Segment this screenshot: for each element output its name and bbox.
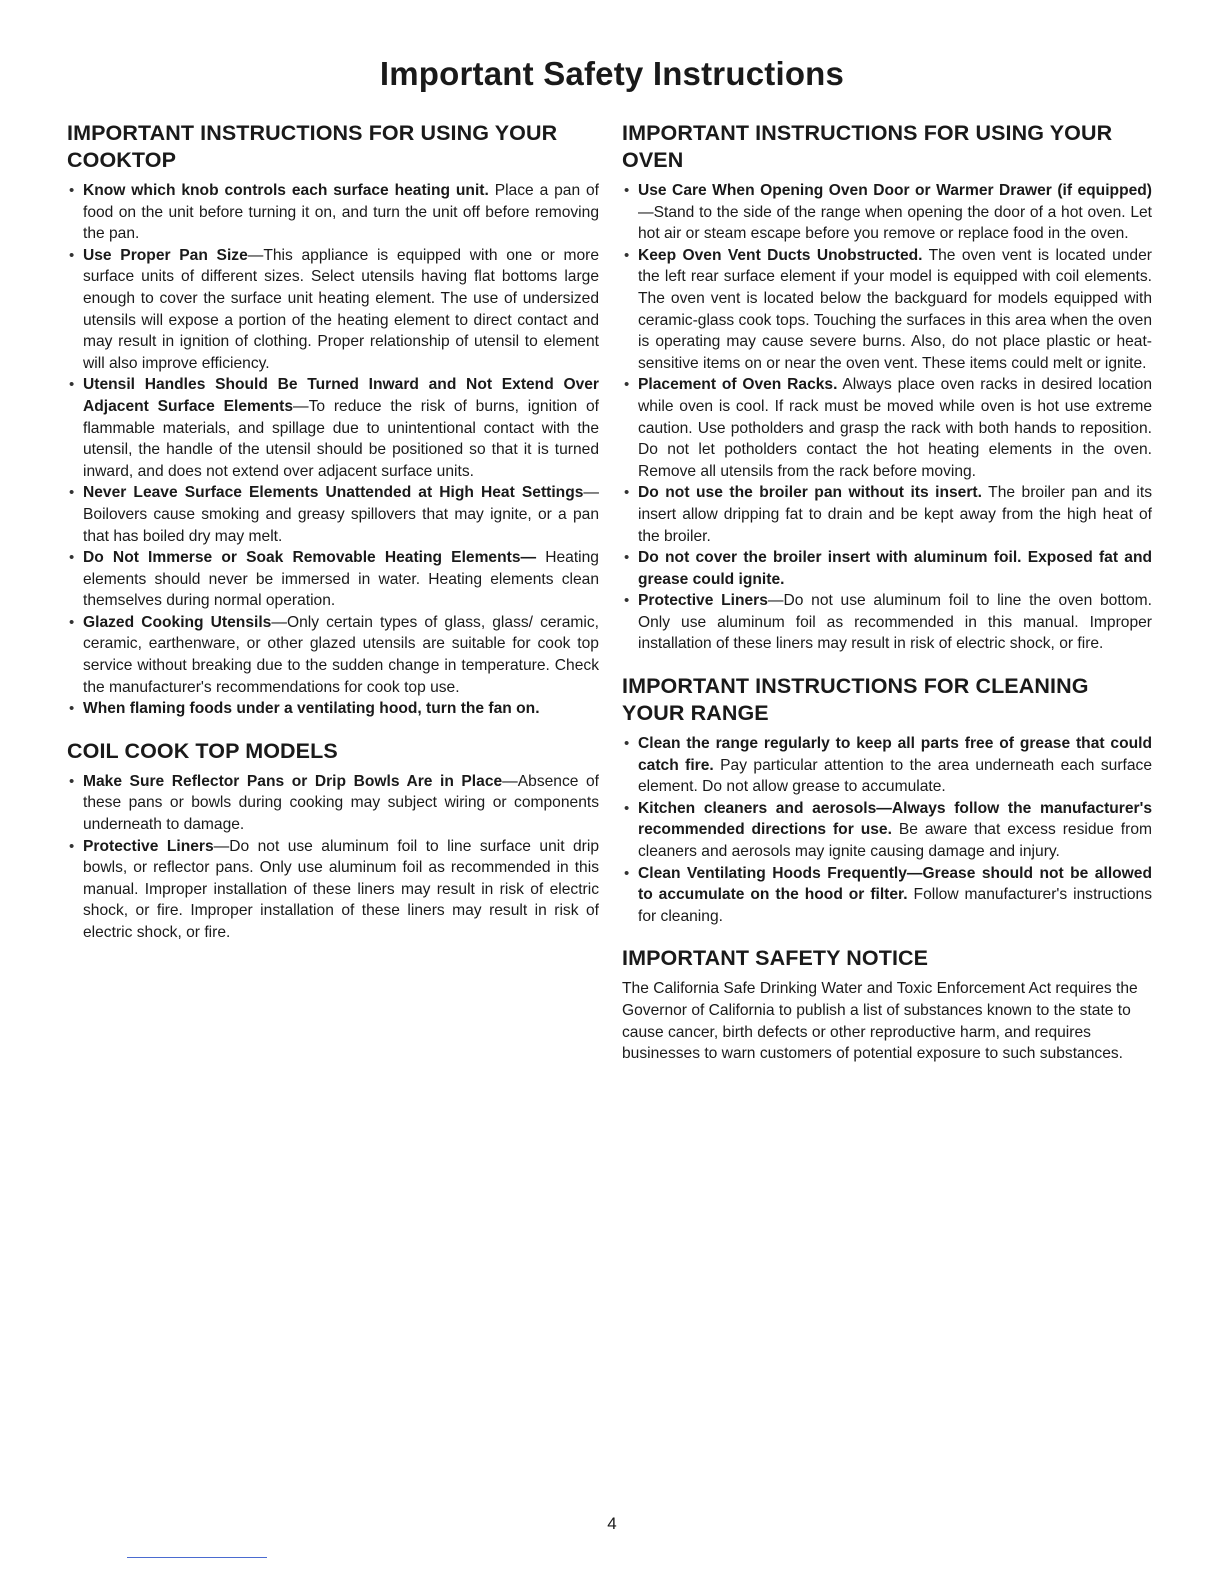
list-item: • Make Sure Reflector Pans or Drip Bowls Are in Place—Absence of these pans or bowls during cooking may subject wiring or components underneath to damage. — [67, 771, 599, 836]
list-item: • Protective Liners—Do not use aluminum foil to line surface unit drip bowls, or reflector pans. Only use aluminum foil as recommended in this manual. Improper installation of these liners may result in risk of electric shock, or fire. Improper installation of these liners may result in risk of electric shock, or fire. — [67, 836, 599, 944]
left-column — [67, 120, 599, 944]
list-item: • Clean the range regularly to keep all parts free of grease that could catch fire. Pay particular attention to the area underneath each surface element. Do not allow grease to accumulate. — [622, 733, 1152, 798]
list-item: • Use Proper Pan Size—This appliance is equipped with one or more surface units of different sizes. Select utensils having flat bottoms large enough to cover the surface unit heating element. The use of undersized utensils will expose a portion of the heating element to direct contact and may result in ignition of clothing. Proper relationship of utensil to element will also improve efficiency. — [67, 245, 599, 375]
list-item: • Glazed Cooking Utensils—Only certain types of glass, glass/ ceramic, ceramic, earthenware, or other glazed utensils are suitable for cook top service without breaking due to the sudden change in temperature. Check the manufacturer's recommendations for cook top use. — [67, 612, 599, 698]
notice-heading: IMPORTANT SAFETY NOTICE — [622, 946, 929, 971]
list-item: • Never Leave Surface Elements Unattended at High Heat Settings—Boilovers cause smoking and greasy spillovers that may ignite, or a pan that has boiled dry may melt. — [67, 482, 599, 547]
list-item: • Kitchen cleaners and aerosols—Always follow the manufacturer's recommended directions for use. Be aware that excess residue from cleaners and aerosols may ignite causing damage and injury. — [622, 798, 1152, 863]
right-column — [622, 120, 1152, 1065]
list-item: • Utensil Handles Should Be Turned Inward and Not Extend Over Adjacent Surface Elements—To reduce the risk of burns, ignition of flammable materials, and spillage due to unintentional contact with the utensil, the handle of the utensil should be positioned so that it is turned inward, and does not extend over adjacent surface units. — [67, 374, 599, 482]
coil-heading: COIL COOK TOP MODELS — [67, 738, 338, 763]
footer-divider — [127, 1557, 267, 1558]
list-item: • Do Not Immerse or Soak Removable Heating Elements— Heating elements should never be immersed in water. Heating elements clean themselves during normal operation. — [67, 547, 599, 612]
list-item: • Clean Ventilating Hoods Frequently—Grease should not be allowed to accumulate on the hood or filter. Follow manufacturer's instructions for cleaning. — [622, 863, 1152, 928]
list-item: • Protective Liners—Do not use aluminum foil to line the oven bottom. Only use aluminum foil as recommended in this manual. Improper installation of these liners may result in risk of electric shock, or fire. — [622, 590, 1152, 655]
notice-text: The California Safe Drinking Water and Toxic Enforcement Act requires the Governor of California to publish a list of substances known to the state to cause cancer, birth defects or other reproductive harm, and requires businesses to warn customers of potential exposure to such substances. — [622, 980, 1138, 1063]
oven-list — [622, 180, 1152, 655]
list-item: • Know which knob controls each surface heating unit. Place a pan of food on the unit before turning it on, and turn the unit off before removing the pan. — [67, 180, 599, 245]
list-item: • Do not cover the broiler insert with aluminum foil. Exposed fat and grease could ignite. — [622, 547, 1152, 590]
coil-list — [67, 771, 599, 944]
list-item: • Do not use the broiler pan without its insert. The broiler pan and its insert allow dripping fat to drain and be kept away from the high heat of the broiler. — [622, 482, 1152, 547]
list-item: • Keep Oven Vent Ducts Unobstructed. The oven vent is located under the left rear surface element if your model is equipped with coil elements. The oven vent is located below the backguard for models equipped with ceramic-glass cook tops. Touching the surfaces in this area when the oven is operating may cause severe burns. Also, do not place plastic or heat-sensitive items on or near the oven vent. These items could melt or ignite. — [622, 245, 1152, 375]
cooktop-heading: IMPORTANT INSTRUCTIONS FOR USING YOUR COOKTOP — [67, 121, 558, 172]
page-number: 4 — [607, 1514, 617, 1533]
page-title: Important Safety Instructions — [379, 55, 845, 92]
cooktop-list — [67, 180, 599, 720]
list-item: • Placement of Oven Racks. Always place oven racks in desired location while oven is cool. If rack must be moved while oven is hot use extreme caution. Use potholders and grasp the rack with both hands to reposition. Do not let potholders contact the hot heating elements in the oven. Remove all utensils from the rack before moving. — [622, 374, 1152, 482]
oven-heading: IMPORTANT INSTRUCTIONS FOR USING YOUR OVEN — [622, 121, 1113, 172]
list-item: • When flaming foods under a ventilating hood, turn the fan on. — [67, 698, 599, 720]
list-item: • Use Care When Opening Oven Door or Warmer Drawer (if equipped)—Stand to the side of the range when opening the door of a hot oven. Let hot air or steam escape before you remove or replace food in the oven. — [622, 180, 1152, 245]
cleaning-list — [622, 733, 1152, 927]
cleaning-heading: IMPORTANT INSTRUCTIONS FOR CLEANING YOUR RANGE — [622, 674, 1089, 726]
